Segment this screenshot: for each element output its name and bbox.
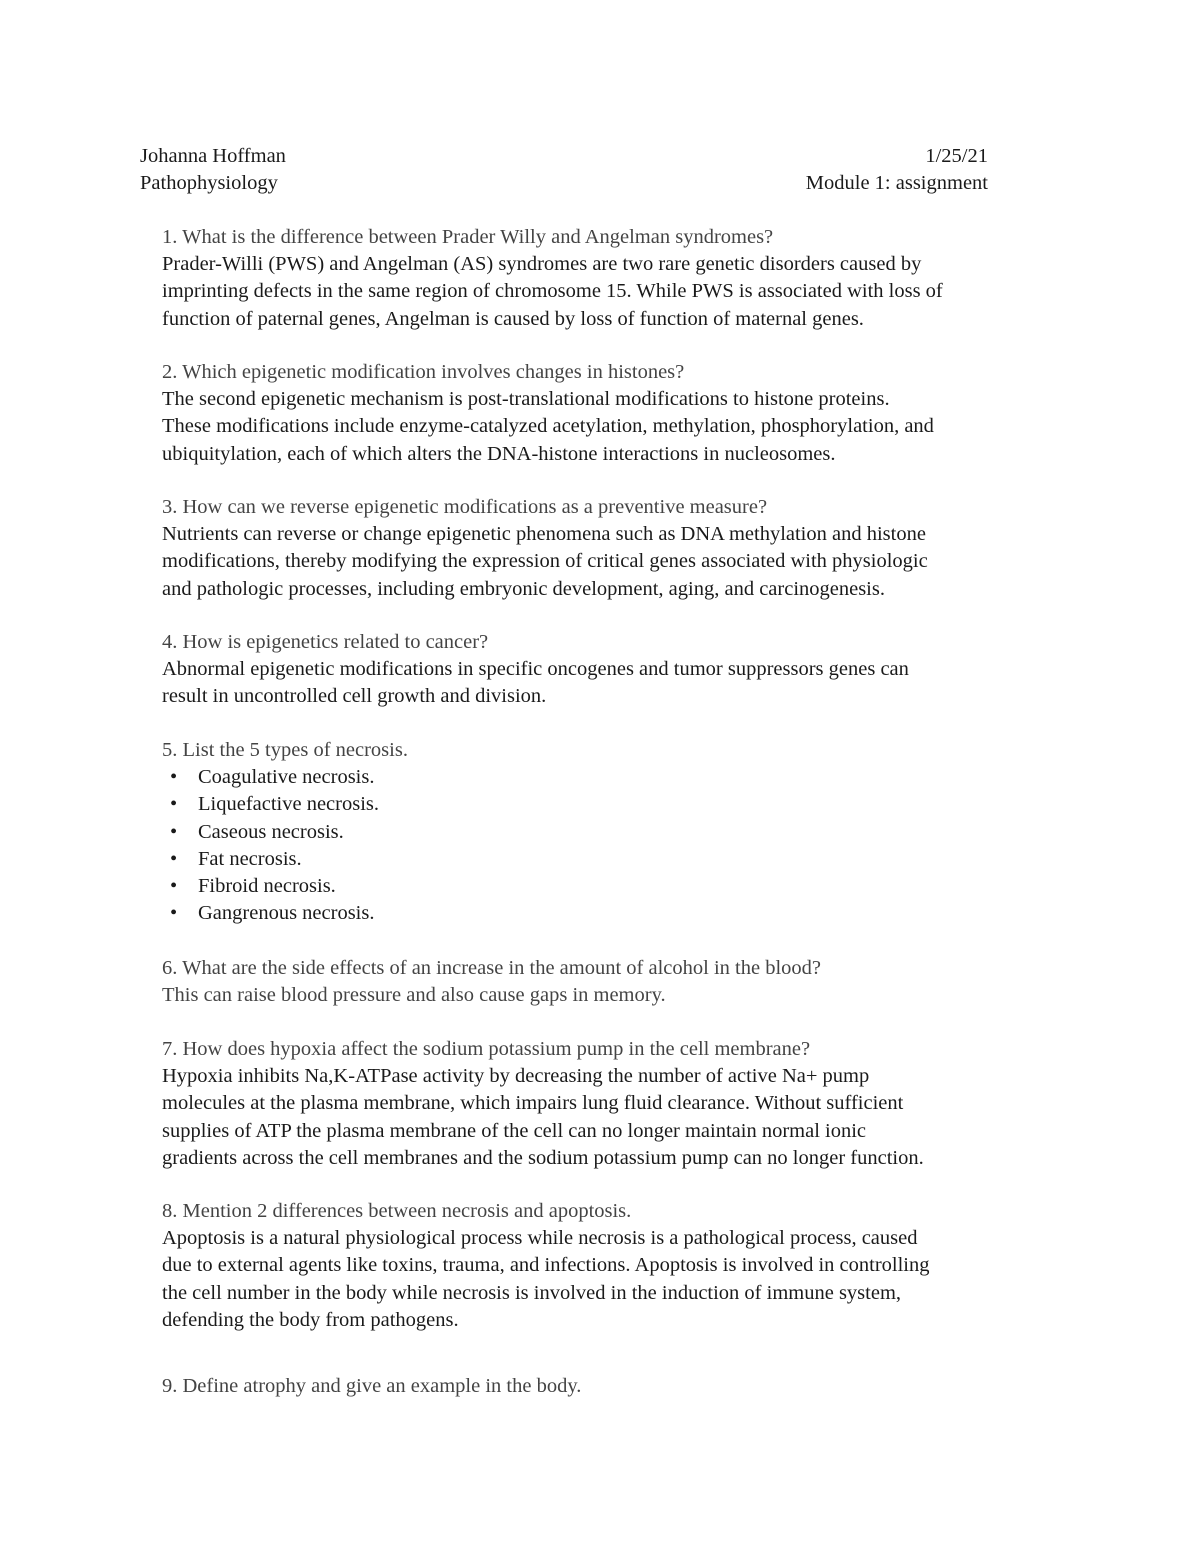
answer-line: modifications, thereby modifying the expression of critical genes associated with physiologic — [162, 550, 928, 573]
assignment-name: Module 1: assignment — [805, 172, 988, 194]
qa-block-1 — [162, 224, 1072, 333]
document-date: 1/25/21 — [925, 145, 988, 167]
question-text: 9. Define atrophy and give an example in the body. — [162, 1375, 582, 1397]
list-item-text: Caseous necrosis. — [198, 820, 344, 843]
question-text: 2. Which epigenetic modification involves changes in histones? — [162, 361, 685, 383]
question-text: 6. What are the side effects of an increase in the amount of alcohol in the blood? — [162, 957, 821, 979]
bullet-icon: • — [170, 902, 178, 925]
question-text: 3. How can we reverse epigenetic modifications as a preventive measure? — [162, 496, 768, 518]
question-text: 5. List the 5 types of necrosis. — [162, 739, 408, 761]
answer-line: The second epigenetic mechanism is post-translational modifications to histone proteins. — [162, 388, 890, 411]
answer-line: due to external agents like toxins, trauma, and infections. Apoptosis is involved in controlling — [162, 1254, 930, 1277]
answer-line: and pathologic processes, including embryonic development, aging, and carcinogenesis. — [162, 577, 885, 600]
header-row-2 — [140, 170, 988, 197]
answer-line: Abnormal epigenetic modifications in specific oncogenes and tumor suppressors genes can — [162, 658, 909, 681]
list-item — [162, 791, 1072, 818]
list-item — [162, 846, 1072, 873]
list-item-text: Coagulative necrosis. — [198, 766, 375, 789]
question-text: 1. What is the difference between Prader Willy and Angelman syndromes? — [162, 226, 774, 248]
answer-line: Prader-Willi (PWS) and Angelman (AS) syndromes are two rare genetic disorders caused by — [162, 253, 922, 276]
qa-block-3 — [162, 494, 1072, 603]
list-item-text: Fibroid necrosis. — [198, 875, 336, 898]
qa-block-5 — [162, 737, 1072, 927]
qa-block-8 — [162, 1198, 1072, 1334]
answer-line: result in uncontrolled cell growth and division. — [162, 685, 547, 708]
necrosis-list — [162, 764, 1072, 927]
course-name: Pathophysiology — [140, 172, 278, 194]
answer-line: ubiquitylation, each of which alters the DNA-histone interactions in nucleosomes. — [162, 442, 836, 465]
list-item — [162, 764, 1072, 791]
bullet-icon: • — [170, 793, 178, 816]
qa-block-6 — [162, 955, 1072, 1009]
bullet-icon: • — [170, 766, 178, 789]
list-item — [162, 873, 1072, 900]
answer-line: molecules at the plasma membrane, which impairs lung fluid clearance. Without sufficient — [162, 1092, 904, 1115]
answer-line: imprinting defects in the same region of chromosome 15. While PWS is associated with loss of — [162, 280, 943, 303]
list-item — [162, 819, 1072, 846]
answer-line: gradients across the cell membranes and the sodium potassium pump can no longer function. — [162, 1146, 924, 1169]
list-item-text: Fat necrosis. — [198, 847, 302, 870]
header-row-1 — [140, 143, 988, 170]
bullet-icon: • — [170, 875, 178, 898]
answer-line: This can raise blood pressure and also cause gaps in memory. — [162, 984, 666, 1007]
author-name: Johanna Hoffman — [140, 145, 286, 167]
question-text: 7. How does hypoxia affect the sodium potassium pump in the cell membrane? — [162, 1038, 811, 1060]
answer-line: defending the body from pathogens. — [162, 1308, 459, 1331]
answer-line: Apoptosis is a natural physiological process while necrosis is a pathological process, caused — [162, 1227, 918, 1250]
answer-line: function of paternal genes, Angelman is caused by loss of function of maternal genes. — [162, 307, 864, 330]
bullet-icon: • — [170, 820, 178, 843]
question-text: 8. Mention 2 differences between necrosis and apoptosis. — [162, 1200, 632, 1222]
question-text: 4. How is epigenetics related to cancer? — [162, 631, 489, 653]
answer-line: Hypoxia inhibits Na,K-ATPase activity by decreasing the number of active Na+ pump — [162, 1065, 870, 1088]
answer-line: supplies of ATP the plasma membrane of the cell can no longer maintain normal ionic — [162, 1119, 867, 1142]
qa-block-9 — [162, 1373, 1072, 1400]
bullet-icon: • — [170, 847, 178, 870]
answer-line: Nutrients can reverse or change epigenetic phenomena such as DNA methylation and histone — [162, 523, 926, 546]
list-item — [162, 900, 1072, 927]
qa-block-7 — [162, 1036, 1072, 1172]
answer-line: the cell number in the body while necrosis is involved in the induction of immune system, — [162, 1281, 902, 1304]
list-item-text: Gangrenous necrosis. — [198, 902, 375, 925]
qa-block-2 — [162, 359, 1072, 468]
qa-block-4 — [162, 629, 1072, 711]
answer-line: These modifications include enzyme-catalyzed acetylation, methylation, phosphorylation, and — [162, 415, 934, 438]
list-item-text: Liquefactive necrosis. — [198, 793, 380, 816]
